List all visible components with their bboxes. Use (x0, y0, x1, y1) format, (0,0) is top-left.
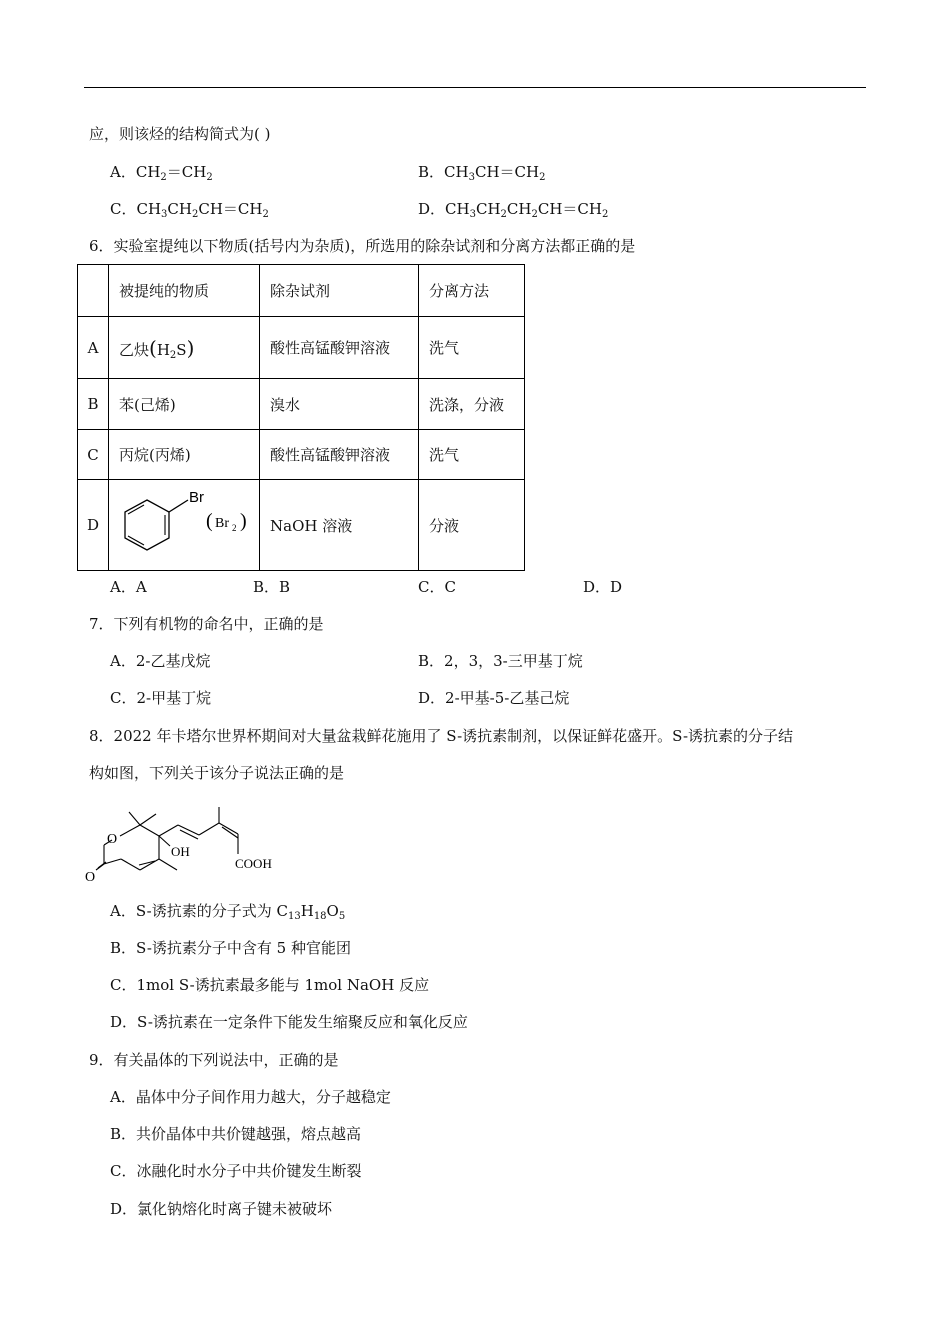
q9-option-b[interactable]: B．共价晶体中共价键越强，熔点越高 (110, 1125, 362, 1143)
q9-option-a[interactable]: A．晶体中分子间作用力越大，分子越稳定 (110, 1088, 391, 1106)
impurity-br: Br (215, 516, 229, 531)
bromine-label: Br (189, 489, 204, 506)
q8-option-a[interactable]: A．S-诱抗素的分子式为 $C_{13}H_{18}O_5$ (110, 902, 346, 922)
ring-oxygen-label: O (107, 832, 118, 847)
q6-option-a[interactable]: A．A (110, 578, 147, 596)
q7-option-c[interactable]: C．2-甲基丁烷 (110, 689, 212, 707)
q7-option-a[interactable]: A．2-乙基戊烷 (110, 652, 211, 670)
table-row (78, 480, 525, 571)
q6-option-c[interactable]: C．C (418, 578, 456, 596)
q6-table (77, 264, 525, 571)
q8-option-c[interactable]: C．1mol S-诱抗素最多能与 1mol NaOH 反应 (110, 976, 430, 994)
impurity-sub: 2 (232, 523, 237, 533)
q7-option-b[interactable]: B．2，3，3-三甲基丁烷 (418, 652, 583, 670)
header-rule (84, 87, 866, 88)
table-header-row (78, 265, 525, 317)
header-reagent: 除杂试剂 (260, 265, 419, 317)
q8-option-d[interactable]: D．S-诱抗素在一定条件下能发生缩聚反应和氧化反应 (110, 1013, 468, 1031)
q5-stem-tail: 应，则该烃的结构简式为( ) (89, 125, 271, 143)
table-row (78, 379, 525, 430)
table-corner-cell (78, 265, 109, 317)
row-method: 洗气 (419, 430, 525, 480)
q5-option-c[interactable]: C．$CH_3CH_2CH=CH_2$ (110, 200, 269, 220)
q6-stem: 6．实验室提纯以下物质(括号内为杂质)，所选用的除杂试剂和分离方法都正确的是 (89, 237, 636, 255)
row-label: A (78, 317, 109, 379)
q9-stem: 9．有关晶体的下列说法中，正确的是 (89, 1051, 339, 1069)
row-substance: 苯(己烯) (109, 379, 260, 430)
table-row (78, 317, 525, 379)
header-method: 分离方法 (419, 265, 525, 317)
row-substance-bromobenzene (109, 480, 260, 571)
paren-open: ( (206, 510, 213, 532)
row-method: 分液 (419, 480, 525, 571)
carboxyl-label: COOH (235, 856, 272, 871)
q6-option-d[interactable]: D．D (583, 578, 623, 596)
header-substance: 被提纯的物质 (109, 265, 260, 317)
row-method: 洗气 (419, 317, 525, 379)
row-reagent: 溴水 (260, 379, 419, 430)
row-method: 洗涤，分液 (419, 379, 525, 430)
q5-option-d[interactable]: D．$CH_3CH_2CH_2CH=CH_2$ (418, 200, 609, 220)
q8-stem-line1: 8．2022 年卡塔尔世界杯期间对大量盆栽鲜花施用了 S-诱抗素制剂，以保证鲜花盛开。S-诱抗素的分子结 (89, 727, 794, 745)
row-reagent: NaOH 溶液 (260, 480, 419, 571)
q9-option-d[interactable]: D．氯化钠熔化时离子键未被破坏 (110, 1200, 333, 1218)
row-substance: 乙炔$(H_2S)$ (109, 317, 260, 379)
row-label: C (78, 430, 109, 480)
row-substance: 丙烷(丙烯) (109, 430, 260, 480)
q5-option-a[interactable]: A．$CH_2=CH_2$ (110, 163, 213, 183)
hydroxyl-label: OH (171, 844, 190, 859)
q9-option-c[interactable]: C．冰融化时水分子中共价键发生断裂 (110, 1162, 362, 1180)
q8-stem-line2: 构如图，下列关于该分子说法正确的是 (89, 764, 345, 782)
table-row (78, 430, 525, 480)
q7-option-d[interactable]: D．2-甲基-5-乙基己烷 (418, 689, 570, 707)
s-abscisic-acid-structure (84, 798, 294, 888)
row-reagent: 酸性高锰酸钾溶液 (260, 430, 419, 480)
paren-close: ) (240, 510, 247, 532)
bromobenzene-structure (109, 480, 249, 566)
q6-option-b[interactable]: B．B (253, 578, 291, 596)
q7-stem: 7．下列有机物的命名中，正确的是 (89, 615, 324, 633)
row-label: B (78, 379, 109, 430)
q8-option-b[interactable]: B．S-诱抗素分子中含有 5 种官能团 (110, 939, 351, 957)
carbonyl-oxygen-label: O (85, 870, 96, 885)
row-reagent: 酸性高锰酸钾溶液 (260, 317, 419, 379)
row-label: D (78, 480, 109, 571)
q5-option-b[interactable]: B．$CH_3CH=CH_2$ (418, 163, 546, 183)
